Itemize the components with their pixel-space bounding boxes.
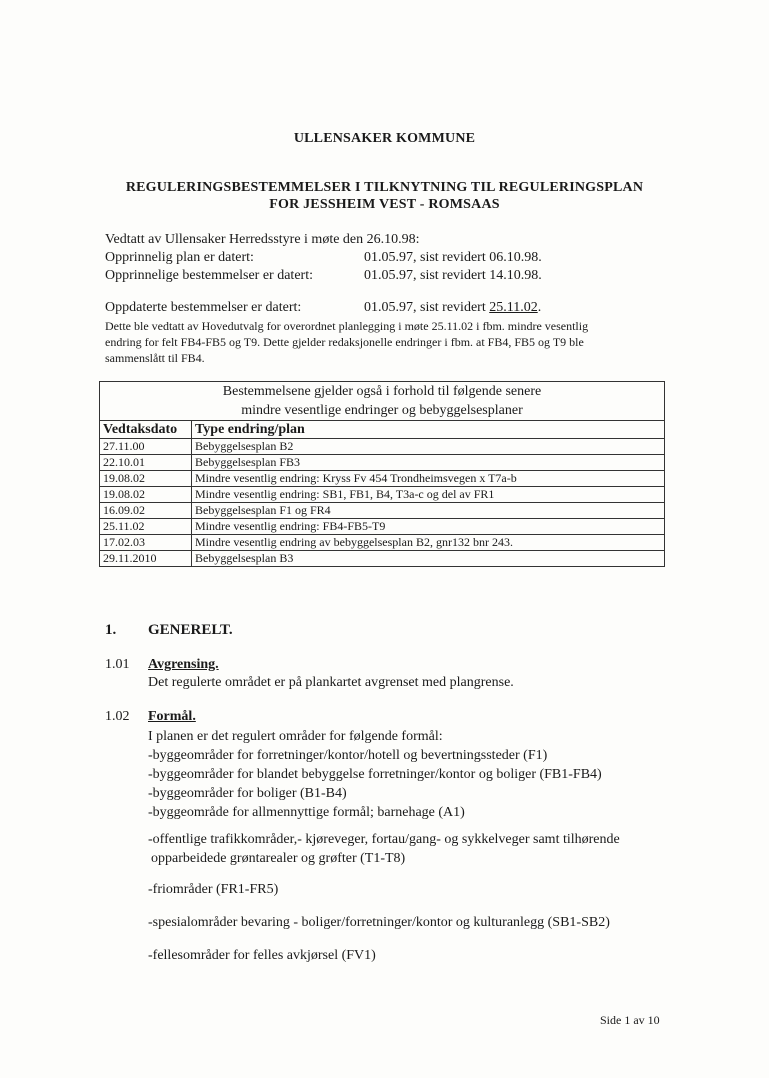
table-row xyxy=(100,487,665,503)
updated-date-value xyxy=(364,300,541,316)
page-number: Side 1 av 10 xyxy=(600,1013,660,1027)
decision-note-line3: sammenslått til FB4. xyxy=(105,351,205,365)
updated-date: 25.11.02 xyxy=(489,300,538,315)
adopted-line: Vedtatt av Ullensaker Herredsstyre i møte den 26.10.98: xyxy=(105,232,420,247)
row-date: 16.09.02 xyxy=(100,503,192,519)
section-1-title: GENERELT. xyxy=(148,622,233,638)
municipality-title: ULLENSAKER KOMMUNE xyxy=(293,131,476,146)
decision-note-line2: endring for felt FB4-FB5 og T9. Dette gjelder redaksjonelle endringer i fbm. at FB4, FB5 og T9 ble xyxy=(105,335,584,349)
list-item: -byggeområder for forretninger/kontor/hotell og bevertningssteder (F1) xyxy=(148,748,548,763)
traffic-line1: -offentlige trafikkområder,- kjøreveger, fortau/gang- og sykkelveger samt tilhørende xyxy=(148,832,620,847)
row-date: 25.11.02 xyxy=(100,519,192,535)
plan-date-label: Opprinnelig plan er datert: xyxy=(105,250,254,265)
table-row xyxy=(100,439,665,455)
section-102-number: 1.02 xyxy=(105,709,130,724)
row-type: Mindre vesentlig endring av bebyggelsesplan B2, gnr132 bnr 243. xyxy=(192,535,665,551)
row-type: Mindre vesentlig endring: Kryss Fv 454 Trondheimsvegen x T7a-b xyxy=(192,471,665,487)
document-title-line1: REGULERINGSBESTEMMELSER I TILKNYTNING TIL REGULERINGSPLAN xyxy=(125,180,644,195)
shared-areas: -fellesområder for felles avkjørsel (FV1) xyxy=(148,948,376,963)
amendments-table xyxy=(99,381,665,567)
table-row xyxy=(100,471,665,487)
section-101-number: 1.01 xyxy=(105,657,130,672)
updated-date-label: Oppdaterte bestemmelser er datert: xyxy=(105,300,302,315)
row-date: 27.11.00 xyxy=(100,439,192,455)
list-item: -byggeområder for blandet bebyggelse forretninger/kontor og boliger (FB1-FB4) xyxy=(148,767,602,782)
row-type: Bebyggelsesplan F1 og FR4 xyxy=(192,503,665,519)
updated-date-prefix: 01.05.97, sist revidert xyxy=(364,300,490,315)
special-areas: -spesialområder bevaring - boliger/forretninger/kontor og kulturanlegg (SB1-SB2) xyxy=(148,915,610,930)
row-type: Mindre vesentlig endring: FB4-FB5-T9 xyxy=(192,519,665,535)
table-row xyxy=(100,503,665,519)
section-1-number: 1. xyxy=(105,622,117,638)
updated-date-suffix: . xyxy=(537,300,542,315)
row-type: Bebyggelsesplan B2 xyxy=(192,439,665,455)
column-header-type: Type endring/plan xyxy=(192,421,665,439)
rules-date-label: Opprinnelige bestemmelser er datert: xyxy=(105,268,313,283)
document-title-line2: FOR JESSHEIM VEST - ROMSAAS xyxy=(269,197,500,212)
section-101-text: Det regulerte området er på plankartet avgrenset med plangrense. xyxy=(148,675,514,690)
row-type: Bebyggelsesplan FB3 xyxy=(192,455,665,471)
row-date: 19.08.02 xyxy=(100,487,192,503)
table-row xyxy=(100,455,665,471)
list-item: -byggeområde for allmennyttige formål; barnehage (A1) xyxy=(148,805,465,820)
plan-date-value: 01.05.97, sist revidert 06.10.98. xyxy=(364,250,542,265)
row-date: 17.02.03 xyxy=(100,535,192,551)
list-item: -byggeområder for boliger (B1-B4) xyxy=(148,786,347,801)
purpose-list xyxy=(148,727,602,822)
table-row xyxy=(100,535,665,551)
rules-date-value: 01.05.97, sist revidert 14.10.98. xyxy=(364,268,542,283)
recreation-areas: -friområder (FR1-FR5) xyxy=(148,882,279,897)
table-caption-line2: mindre vesentlige endringer og bebyggelsesplaner xyxy=(241,403,523,418)
row-date: 22.10.01 xyxy=(100,455,192,471)
table-caption xyxy=(100,382,665,421)
purpose-intro: I planen er det regulert områder for følgende formål: xyxy=(148,729,443,744)
row-date: 19.08.02 xyxy=(100,471,192,487)
decision-note-line1: Dette ble vedtatt av Hovedutvalg for overordnet planlegging i møte 25.11.02 i fbm. mindre vesentlig xyxy=(105,319,589,333)
table-row xyxy=(100,551,665,567)
table-row xyxy=(100,519,665,535)
section-102-title: Formål. xyxy=(148,709,196,724)
table-caption-line1: Bestemmelsene gjelder også i forhold til følgende senere xyxy=(222,384,542,399)
decision-note xyxy=(105,318,588,366)
row-date: 29.11.2010 xyxy=(100,551,192,567)
row-type: Bebyggelsesplan B3 xyxy=(192,551,665,567)
traffic-line2: opparbeidede grøntarealer og grøfter (T1-T8) xyxy=(151,851,406,866)
column-header-date: Vedtaksdato xyxy=(100,421,192,439)
row-type: Mindre vesentlig endring: SB1, FB1, B4, T3a-c og del av FR1 xyxy=(192,487,665,503)
traffic-areas xyxy=(148,830,620,868)
section-101-title: Avgrensing. xyxy=(148,657,219,672)
